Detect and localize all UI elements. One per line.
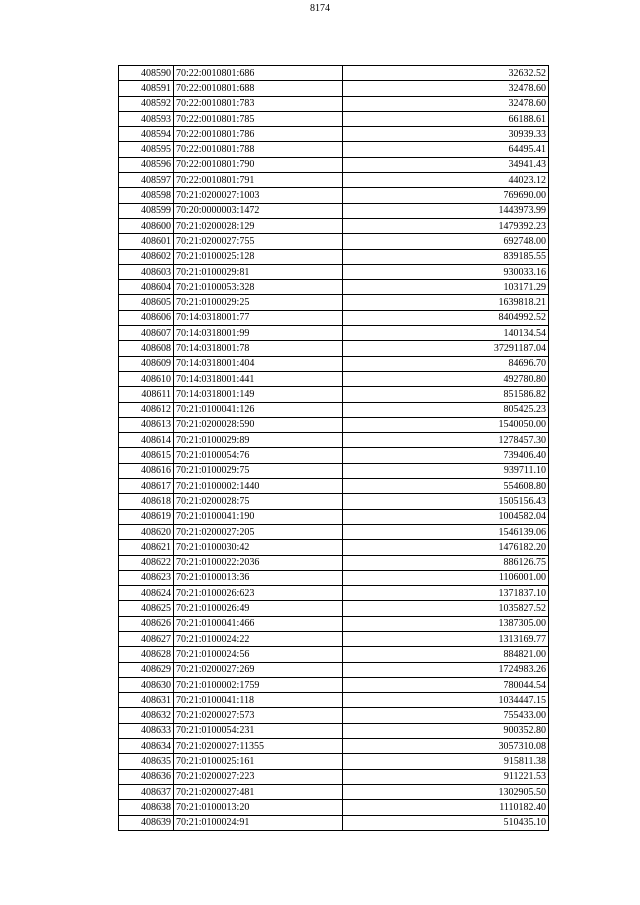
table-row bbox=[119, 754, 549, 769]
value-cell: 1278457.30 bbox=[343, 433, 549, 448]
table-row bbox=[119, 708, 549, 723]
row-number-cell: 408606 bbox=[119, 310, 174, 325]
value-cell: 1479392.23 bbox=[343, 218, 549, 233]
value-cell: 66188.61 bbox=[343, 111, 549, 126]
table-row bbox=[119, 295, 549, 310]
row-number-cell: 408611 bbox=[119, 387, 174, 402]
row-number-cell: 408616 bbox=[119, 463, 174, 478]
row-number-cell: 408604 bbox=[119, 280, 174, 295]
value-cell: 884821.00 bbox=[343, 647, 549, 662]
value-cell: 939711.10 bbox=[343, 463, 549, 478]
value-cell: 769690.00 bbox=[343, 188, 549, 203]
table-row bbox=[119, 371, 549, 386]
table-row bbox=[119, 494, 549, 509]
table-row bbox=[119, 66, 549, 81]
table-row bbox=[119, 784, 549, 799]
cadastral-number-cell: 70:21:0100029:25 bbox=[174, 295, 343, 310]
table-row bbox=[119, 127, 549, 142]
value-cell: 510435.10 bbox=[343, 815, 549, 830]
cadastral-number-cell: 70:21:0100041:126 bbox=[174, 402, 343, 417]
table-row bbox=[119, 586, 549, 601]
value-cell: 755433.00 bbox=[343, 708, 549, 723]
cadastral-number-cell: 70:21:0100054:76 bbox=[174, 448, 343, 463]
table-row bbox=[119, 723, 549, 738]
value-cell: 1505156.43 bbox=[343, 494, 549, 509]
table-row bbox=[119, 815, 549, 830]
cadastral-number-cell: 70:21:0100026:623 bbox=[174, 586, 343, 601]
row-number-cell: 408628 bbox=[119, 647, 174, 662]
table-row bbox=[119, 448, 549, 463]
table-row bbox=[119, 326, 549, 341]
cadastral-number-cell: 70:14:0318001:404 bbox=[174, 356, 343, 371]
table-row bbox=[119, 570, 549, 585]
table-row bbox=[119, 249, 549, 264]
table-row bbox=[119, 264, 549, 279]
row-number-cell: 408593 bbox=[119, 111, 174, 126]
table-row bbox=[119, 677, 549, 692]
value-cell: 915811.38 bbox=[343, 754, 549, 769]
row-number-cell: 408595 bbox=[119, 142, 174, 157]
value-cell: 1302905.50 bbox=[343, 784, 549, 799]
value-cell: 44023.12 bbox=[343, 173, 549, 188]
value-cell: 1035827.52 bbox=[343, 601, 549, 616]
cadastral-number-cell: 70:21:0100041:190 bbox=[174, 509, 343, 524]
value-cell: 1034447.15 bbox=[343, 693, 549, 708]
cadastral-number-cell: 70:22:0010801:788 bbox=[174, 142, 343, 157]
row-number-cell: 408633 bbox=[119, 723, 174, 738]
cadastral-number-cell: 70:20:0000003:1472 bbox=[174, 203, 343, 218]
row-number-cell: 408607 bbox=[119, 326, 174, 341]
table-row bbox=[119, 631, 549, 646]
value-cell: 886126.75 bbox=[343, 555, 549, 570]
table-row bbox=[119, 81, 549, 96]
table-row bbox=[119, 341, 549, 356]
row-number-cell: 408612 bbox=[119, 402, 174, 417]
cadastral-number-cell: 70:22:0010801:686 bbox=[174, 66, 343, 81]
row-number-cell: 408609 bbox=[119, 356, 174, 371]
value-cell: 1106001.00 bbox=[343, 570, 549, 585]
row-number-cell: 408622 bbox=[119, 555, 174, 570]
row-number-cell: 408599 bbox=[119, 203, 174, 218]
row-number-cell: 408630 bbox=[119, 677, 174, 692]
value-cell: 1110182.40 bbox=[343, 800, 549, 815]
row-number-cell: 408608 bbox=[119, 341, 174, 356]
row-number-cell: 408629 bbox=[119, 662, 174, 677]
value-cell: 1004582.04 bbox=[343, 509, 549, 524]
cadastral-number-cell: 70:14:0318001:77 bbox=[174, 310, 343, 325]
cadastral-number-cell: 70:21:0100026:49 bbox=[174, 601, 343, 616]
cadastral-number-cell: 70:14:0318001:149 bbox=[174, 387, 343, 402]
table-body bbox=[119, 66, 549, 831]
table-row bbox=[119, 234, 549, 249]
cadastral-number-cell: 70:21:0200027:269 bbox=[174, 662, 343, 677]
cadastral-number-cell: 70:22:0010801:783 bbox=[174, 96, 343, 111]
table-row bbox=[119, 188, 549, 203]
cadastral-number-cell: 70:22:0010801:791 bbox=[174, 173, 343, 188]
cadastral-number-cell: 70:21:0100002:1759 bbox=[174, 677, 343, 692]
value-cell: 1724983.26 bbox=[343, 662, 549, 677]
value-cell: 780044.54 bbox=[343, 677, 549, 692]
cadastral-number-cell: 70:21:0100002:1440 bbox=[174, 479, 343, 494]
row-number-cell: 408626 bbox=[119, 616, 174, 631]
cadastral-number-cell: 70:22:0010801:790 bbox=[174, 157, 343, 172]
cadastral-number-cell: 70:14:0318001:78 bbox=[174, 341, 343, 356]
table-row bbox=[119, 280, 549, 295]
cadastral-number-cell: 70:21:0100013:20 bbox=[174, 800, 343, 815]
table-row bbox=[119, 142, 549, 157]
table-row bbox=[119, 218, 549, 233]
value-cell: 692748.00 bbox=[343, 234, 549, 249]
row-number-cell: 408619 bbox=[119, 509, 174, 524]
page-number: 8174 bbox=[310, 3, 330, 14]
value-cell: 554608.80 bbox=[343, 479, 549, 494]
value-cell: 911221.53 bbox=[343, 769, 549, 784]
value-cell: 1476182.20 bbox=[343, 540, 549, 555]
table-row bbox=[119, 356, 549, 371]
table-row bbox=[119, 173, 549, 188]
value-cell: 30939.33 bbox=[343, 127, 549, 142]
value-cell: 900352.80 bbox=[343, 723, 549, 738]
row-number-cell: 408627 bbox=[119, 631, 174, 646]
table-row bbox=[119, 157, 549, 172]
cadastral-number-cell: 70:21:0100022:2036 bbox=[174, 555, 343, 570]
row-number-cell: 408621 bbox=[119, 540, 174, 555]
row-number-cell: 408613 bbox=[119, 417, 174, 432]
row-number-cell: 408601 bbox=[119, 234, 174, 249]
table-row bbox=[119, 601, 549, 616]
value-cell: 851586.82 bbox=[343, 387, 549, 402]
table-row bbox=[119, 387, 549, 402]
cadastral-number-cell: 70:21:0100024:91 bbox=[174, 815, 343, 830]
value-cell: 32478.60 bbox=[343, 96, 549, 111]
table-row bbox=[119, 693, 549, 708]
row-number-cell: 408614 bbox=[119, 433, 174, 448]
table-row bbox=[119, 463, 549, 478]
value-cell: 1371837.10 bbox=[343, 586, 549, 601]
cadastral-number-cell: 70:21:0200027:573 bbox=[174, 708, 343, 723]
cadastral-number-cell: 70:21:0100024:22 bbox=[174, 631, 343, 646]
table-row bbox=[119, 616, 549, 631]
cadastral-number-cell: 70:21:0200027:205 bbox=[174, 524, 343, 539]
row-number-cell: 408590 bbox=[119, 66, 174, 81]
cadastral-number-cell: 70:21:0100025:161 bbox=[174, 754, 343, 769]
value-cell: 34941.43 bbox=[343, 157, 549, 172]
table-row bbox=[119, 509, 549, 524]
row-number-cell: 408598 bbox=[119, 188, 174, 203]
cadastral-number-cell: 70:22:0010801:688 bbox=[174, 81, 343, 96]
table-row bbox=[119, 433, 549, 448]
table-row bbox=[119, 769, 549, 784]
row-number-cell: 408637 bbox=[119, 784, 174, 799]
value-cell: 103171.29 bbox=[343, 280, 549, 295]
cadastral-number-cell: 70:21:0100054:231 bbox=[174, 723, 343, 738]
cadastral-number-cell: 70:21:0100030:42 bbox=[174, 540, 343, 555]
table-row bbox=[119, 479, 549, 494]
value-cell: 140134.54 bbox=[343, 326, 549, 341]
table-row bbox=[119, 402, 549, 417]
cadastral-number-cell: 70:21:0200027:755 bbox=[174, 234, 343, 249]
row-number-cell: 408635 bbox=[119, 754, 174, 769]
cadastral-number-cell: 70:14:0318001:99 bbox=[174, 326, 343, 341]
row-number-cell: 408603 bbox=[119, 264, 174, 279]
row-number-cell: 408602 bbox=[119, 249, 174, 264]
value-cell: 739406.40 bbox=[343, 448, 549, 463]
table-row bbox=[119, 662, 549, 677]
value-cell: 1639818.21 bbox=[343, 295, 549, 310]
row-number-cell: 408638 bbox=[119, 800, 174, 815]
row-number-cell: 408594 bbox=[119, 127, 174, 142]
table-row bbox=[119, 739, 549, 754]
value-cell: 84696.70 bbox=[343, 356, 549, 371]
cadastral-number-cell: 70:21:0100029:89 bbox=[174, 433, 343, 448]
value-cell: 8404992.52 bbox=[343, 310, 549, 325]
value-cell: 805425.23 bbox=[343, 402, 549, 417]
row-number-cell: 408636 bbox=[119, 769, 174, 784]
cadastral-number-cell: 70:21:0100041:118 bbox=[174, 693, 343, 708]
row-number-cell: 408631 bbox=[119, 693, 174, 708]
cadastral-number-cell: 70:21:0200027:223 bbox=[174, 769, 343, 784]
table-row bbox=[119, 555, 549, 570]
table-row bbox=[119, 540, 549, 555]
cadastral-number-cell: 70:21:0100029:75 bbox=[174, 463, 343, 478]
row-number-cell: 408618 bbox=[119, 494, 174, 509]
row-number-cell: 408625 bbox=[119, 601, 174, 616]
table-row bbox=[119, 647, 549, 662]
value-cell: 64495.41 bbox=[343, 142, 549, 157]
row-number-cell: 408596 bbox=[119, 157, 174, 172]
value-cell: 1540050.00 bbox=[343, 417, 549, 432]
table-row bbox=[119, 96, 549, 111]
table-row bbox=[119, 800, 549, 815]
value-cell: 492780.80 bbox=[343, 371, 549, 386]
row-number-cell: 408620 bbox=[119, 524, 174, 539]
value-cell: 1313169.77 bbox=[343, 631, 549, 646]
cadastral-number-cell: 70:21:0200028:75 bbox=[174, 494, 343, 509]
row-number-cell: 408592 bbox=[119, 96, 174, 111]
row-number-cell: 408615 bbox=[119, 448, 174, 463]
row-number-cell: 408623 bbox=[119, 570, 174, 585]
row-number-cell: 408591 bbox=[119, 81, 174, 96]
cadastral-number-cell: 70:21:0100024:56 bbox=[174, 647, 343, 662]
row-number-cell: 408624 bbox=[119, 586, 174, 601]
cadastral-number-cell: 70:21:0200027:1003 bbox=[174, 188, 343, 203]
row-number-cell: 408600 bbox=[119, 218, 174, 233]
value-cell: 32632.52 bbox=[343, 66, 549, 81]
row-number-cell: 408597 bbox=[119, 173, 174, 188]
cadastral-value-table bbox=[118, 65, 549, 831]
cadastral-number-cell: 70:21:0200027:11355 bbox=[174, 739, 343, 754]
value-cell: 37291187.04 bbox=[343, 341, 549, 356]
cadastral-number-cell: 70:21:0200028:590 bbox=[174, 417, 343, 432]
cadastral-number-cell: 70:21:0100041:466 bbox=[174, 616, 343, 631]
table-row bbox=[119, 111, 549, 126]
cadastral-number-cell: 70:21:0200028:129 bbox=[174, 218, 343, 233]
cadastral-number-cell: 70:21:0100013:36 bbox=[174, 570, 343, 585]
value-cell: 839185.55 bbox=[343, 249, 549, 264]
cadastral-number-cell: 70:22:0010801:786 bbox=[174, 127, 343, 142]
cadastral-number-cell: 70:21:0100053:328 bbox=[174, 280, 343, 295]
cadastral-number-cell: 70:22:0010801:785 bbox=[174, 111, 343, 126]
value-cell: 1443973.99 bbox=[343, 203, 549, 218]
row-number-cell: 408605 bbox=[119, 295, 174, 310]
row-number-cell: 408632 bbox=[119, 708, 174, 723]
row-number-cell: 408639 bbox=[119, 815, 174, 830]
value-cell: 930033.16 bbox=[343, 264, 549, 279]
cadastral-number-cell: 70:21:0100029:81 bbox=[174, 264, 343, 279]
value-cell: 1546139.06 bbox=[343, 524, 549, 539]
row-number-cell: 408634 bbox=[119, 739, 174, 754]
row-number-cell: 408610 bbox=[119, 371, 174, 386]
cadastral-number-cell: 70:21:0100025:128 bbox=[174, 249, 343, 264]
value-cell: 1387305.00 bbox=[343, 616, 549, 631]
table-row bbox=[119, 310, 549, 325]
value-cell: 32478.60 bbox=[343, 81, 549, 96]
table-row bbox=[119, 203, 549, 218]
table-row bbox=[119, 417, 549, 432]
value-cell: 3057310.08 bbox=[343, 739, 549, 754]
cadastral-number-cell: 70:21:0200027:481 bbox=[174, 784, 343, 799]
row-number-cell: 408617 bbox=[119, 479, 174, 494]
cadastral-number-cell: 70:14:0318001:441 bbox=[174, 371, 343, 386]
table-row bbox=[119, 524, 549, 539]
